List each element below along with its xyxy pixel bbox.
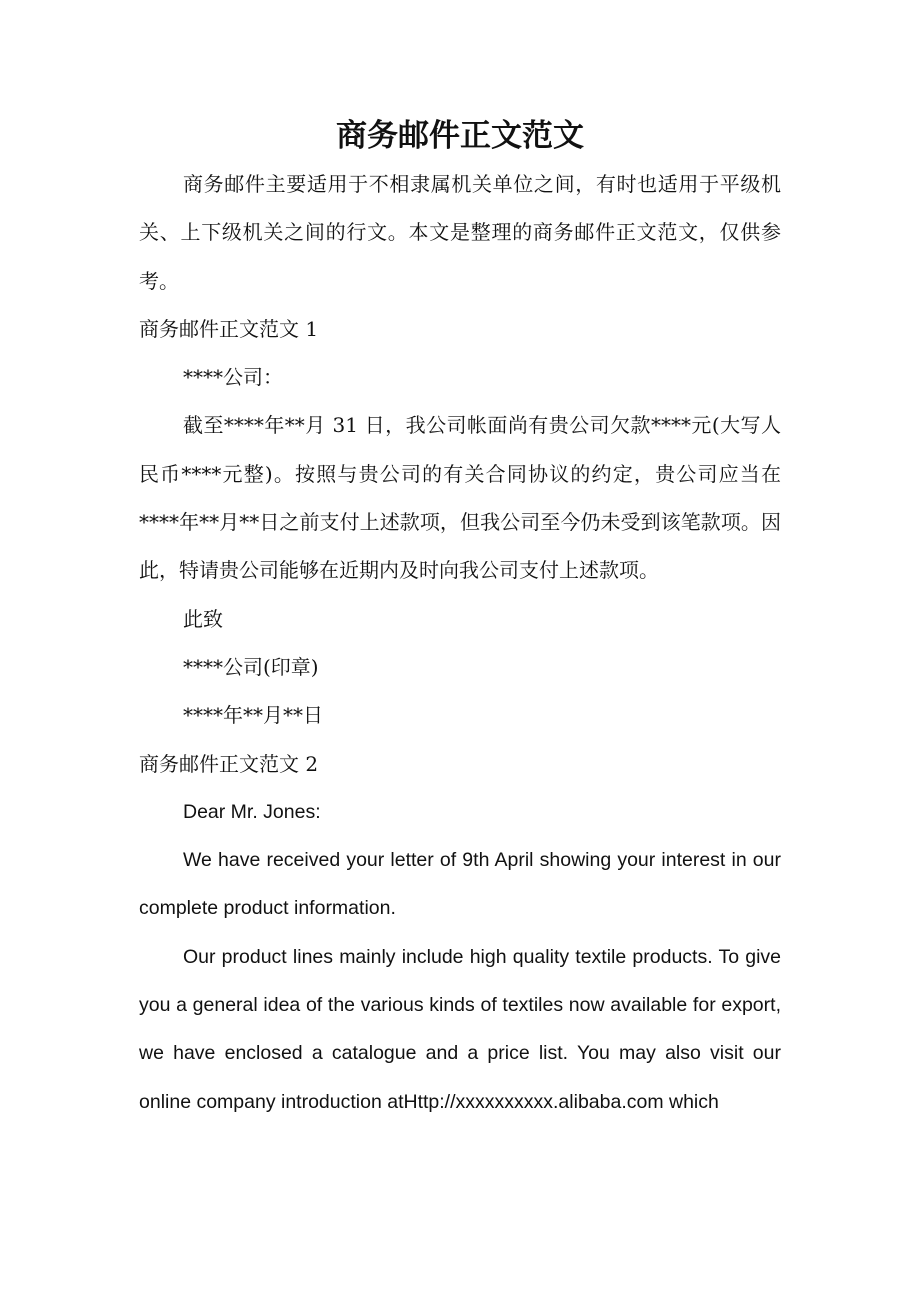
document-body — [139, 160, 781, 1126]
sample1-body: 截至****年**月 31 日，我公司帐面尚有贵公司欠款****元(大写人民币****元整)。按照与贵公司的有关合同协议的约定，贵公司应当在****年**月**日之前支付上述款项，但我公司至今仍未受到该笔款项。因此，特请贵公司能够在近期内及时向我公司支付上述款项。 — [139, 413, 781, 583]
sample1-closing: 此致 — [183, 606, 223, 631]
sample2-heading: 商务邮件正文范文 2 — [139, 751, 319, 776]
sample1-heading: 商务邮件正文范文 1 — [139, 316, 319, 341]
sample1-date: ****年**月**日 — [183, 703, 323, 728]
document-title: 商务邮件正文范文 — [336, 118, 584, 154]
sample1-signature: ****公司(印章) — [183, 654, 319, 679]
sample2-salutation: Dear Mr. Jones: — [183, 800, 321, 823]
sample2-paragraph-2: Our product lines mainly include high quality textile products. To give you a general idea of the various kinds of textiles now available for export, we have enclosed a catalogue and a price list. You may also visit our online company introduction atHttp://xxxxxxxxxx.alibaba.com which — [139, 945, 781, 1113]
sample1-salutation: ****公司： — [183, 365, 283, 390]
intro-paragraph: 商务邮件主要适用于不相隶属机关单位之间，有时也适用于平级机关、上下级机关之间的行文。本文是整理的商务邮件正文范文，仅供参考。 — [139, 172, 781, 293]
sample2-paragraph-1: We have received your letter of 9th April showing your interest in our complete product information. — [139, 849, 781, 920]
